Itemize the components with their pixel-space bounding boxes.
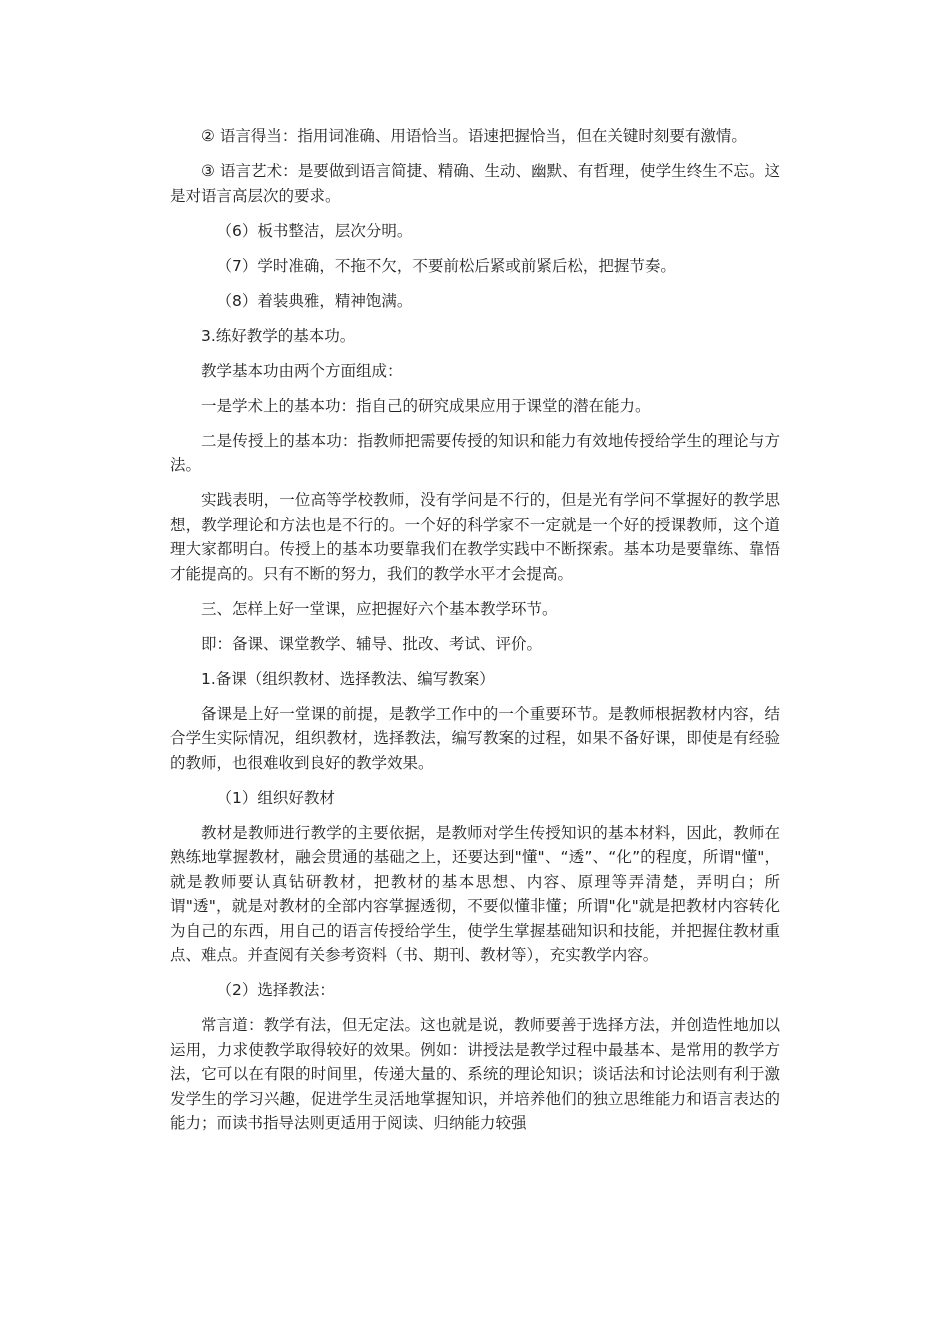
paragraph: 教学基本功由两个方面组成： — [201, 361, 403, 380]
paragraph: （1）组织好教材 — [216, 788, 335, 807]
paragraph: （7）学时准确，不拖不欠，不要前松后紧或前紧后松，把握节奏。 — [216, 256, 676, 275]
paragraph: 3.练好教学的基本功。 — [201, 326, 356, 345]
paragraph: （6）板书整洁，层次分明。 — [216, 221, 413, 240]
paragraph: ③ 语言艺术：是要做到语言简捷、精确、生动、幽默、有哲理，使学生终生不忘。这是对语言高层次的要求。 — [170, 162, 780, 205]
paragraph: 常言道：教学有法，但无定法。这也就是说，教师要善于选择方法，并创造性地加以运用，力求使教学取得较好的效果。例如：讲授法是教学过程中最基本、是常用的教学方法，它可以在有限的时间里，传递大量的、系统的理论知识；谈话法和讨论法则有利于激发学生的学习兴趣，促进学生灵活地掌握知识，并培养他们的独立思维能力和语言表达的能力；而读书指导法则更适用于阅读、归纳能力较强 — [170, 1016, 780, 1132]
paragraph: 一是学术上的基本功：指自己的研究成果应用于课堂的潜在能力。 — [201, 396, 651, 415]
paragraph: 备课是上好一堂课的前提，是教学工作中的一个重要环节。是教师根据教材内容，结合学生实际情况，组织教材，选择教法，编写教案的过程，如果不备好课，即使是有经验的教师，也很难收到良好的教学效果。 — [170, 704, 780, 772]
paragraph: ② 语言得当：指用词准确、用语恰当。语速把握恰当，但在关键时刻要有激情。 — [201, 127, 747, 145]
document-body — [170, 124, 780, 1136]
paragraph: （8）着装典雅，精神饱满。 — [216, 291, 413, 310]
paragraph: 实践表明，一位高等学校教师，没有学问是不行的，但是光有学问不掌握好的教学思想，教学理论和方法也是不行的。一个好的科学家不一定就是一个好的授课教师，这个道理大家都明白。传授上的基本功要靠我们在教学实践中不断探索。基本功是要靠练、靠悟才能提高的。只有不断的努力，我们的教学水平才会提高。 — [170, 491, 780, 583]
paragraph: 即：备课、课堂教学、辅导、批改、考试、评价。 — [201, 634, 543, 653]
paragraph: （2）选择教法： — [216, 981, 335, 999]
paragraph: 1.备课（组织教材、选择教法、编写教案） — [201, 669, 495, 688]
paragraph: 三、怎样上好一堂课，应把握好六个基本教学环节。 — [201, 599, 558, 618]
paragraph: 二是传授上的基本功：指教师把需要传授的知识和能力有效地传授给学生的理论与方法。 — [170, 431, 780, 474]
paragraph: 教材是教师进行教学的主要依据，是教师对学生传授知识的基本材料，因此，教师在熟练地掌握教材，融会贯通的基础之上，还要达到"懂"、“透”、“化”的程度，所谓"懂"，就是教师要认真钻研教材，把教材的基本思想、内容、原理等弄清楚，弄明白；所谓"透"，就是对教材的全部内容掌握透彻，不要似懂非懂；所谓"化"就是把教材内容转化为自己的东西，用自己的语言传授给学生，使学生掌握基础知识和技能，并把握住教材重点、难点。并查阅有关参考资料（书、期刊、教材等），充实教学内容。 — [170, 823, 780, 964]
